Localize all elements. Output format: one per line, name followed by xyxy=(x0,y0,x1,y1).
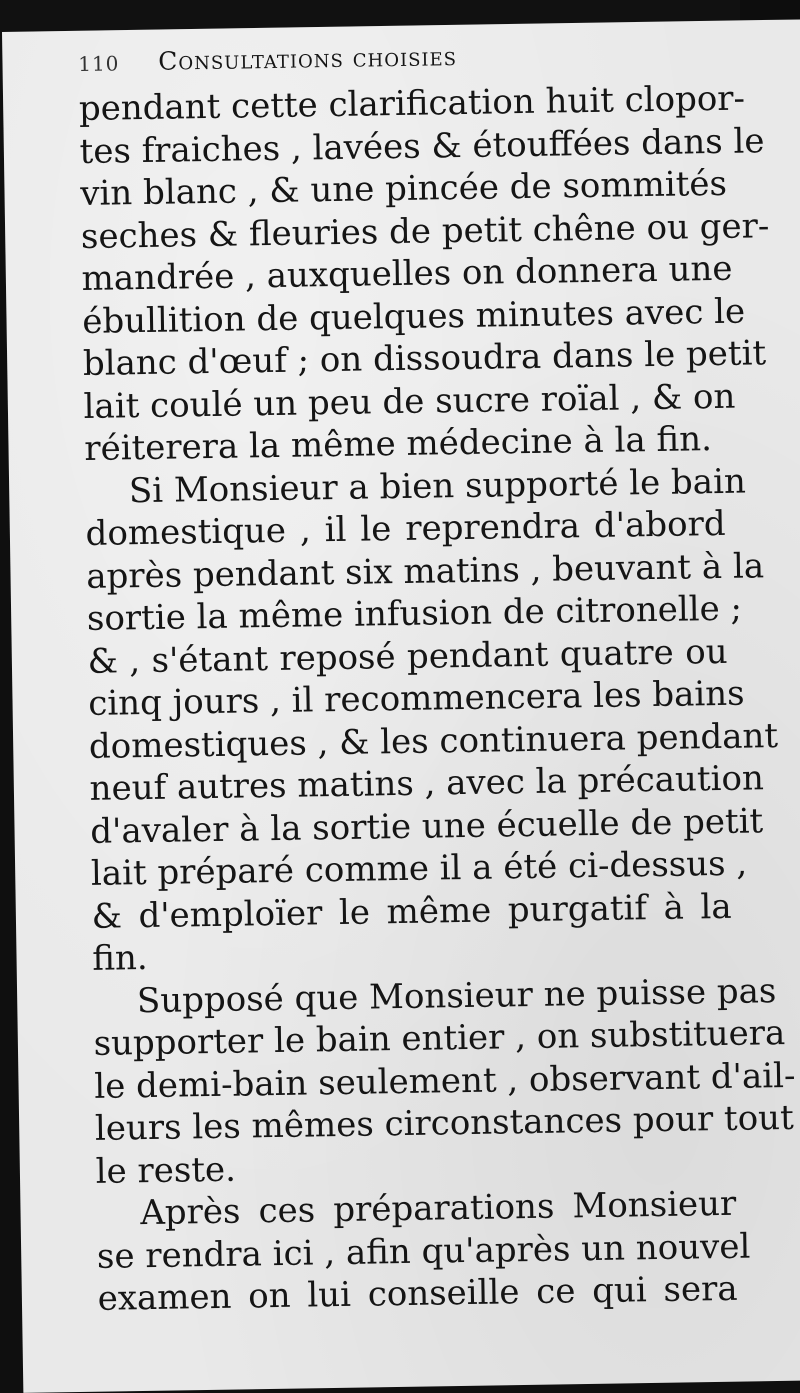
text-line: Après ces préparations Monsieur xyxy=(139,1183,737,1234)
text-line: lait coulé un peu de sucre roïal , & on xyxy=(83,376,736,427)
text-line: neuf autres matins , avec la précaution xyxy=(89,758,765,809)
text-line: mandrée , auxquelles on donnera une xyxy=(81,248,733,299)
text-line: réiterera la même médecine à la fin. xyxy=(83,419,713,469)
text-line: Supposé que Monsieur ne puisse pas xyxy=(136,970,777,1021)
text-line: examen on lui conseille ce qui sera xyxy=(97,1268,738,1319)
text-line: lait préparé comme il a été ci-dessus , xyxy=(90,843,748,894)
text-line: le reste. xyxy=(95,1149,237,1192)
text-line: le demi-bain seulement , observant d'ail- xyxy=(93,1055,796,1107)
paragraph xyxy=(96,1183,751,1321)
text-line: & , s'étant reposé pendant quatre ou xyxy=(87,631,728,682)
text-line: supporter le bain entier , on substituera xyxy=(93,1013,786,1064)
text-line: & d'emploïer le même purgatif à la xyxy=(91,886,732,937)
paragraph xyxy=(93,970,796,1193)
text-line: cinq jours , il recommencera les bains xyxy=(87,673,745,724)
text-line: se rendra ici , afin qu'après un nouvel xyxy=(96,1226,751,1277)
text-line: vin blanc , & une pincée de sommités xyxy=(79,163,728,214)
page-number: 110 xyxy=(78,51,120,76)
paragraph xyxy=(78,78,770,471)
text-line: domestiques , & les continuera pendant xyxy=(88,715,779,767)
text-line: après pendant six matins , beuvant à la xyxy=(85,545,765,597)
text-line: pendant cette clarification huit clopor- xyxy=(78,78,746,129)
text-line: seches & fleuries de petit chêne ou ger- xyxy=(80,205,770,257)
text-line: sortie la même infusion de citronelle ; xyxy=(86,588,743,639)
text-line: leurs les mêmes circonstances pour tout xyxy=(94,1097,795,1149)
text-line: Si Monsieur a bien supporté le bain xyxy=(128,461,747,511)
text-line: d'avaler à la sortie une écuelle de petit xyxy=(89,800,764,852)
text-line: blanc d'œuf ; on dissoudra dans le petit xyxy=(82,333,767,384)
text-line: tes fraiches , lavées & étouffées dans le xyxy=(79,120,765,172)
page-text xyxy=(78,38,796,1320)
paragraph xyxy=(85,460,779,980)
text-line: fin. xyxy=(91,938,149,979)
running-title: Consultations choisies xyxy=(157,42,458,76)
text-line: domestique , il le reprendra d'abord xyxy=(85,503,726,554)
text-line: ébullition de quelques minutes avec le xyxy=(81,291,746,342)
